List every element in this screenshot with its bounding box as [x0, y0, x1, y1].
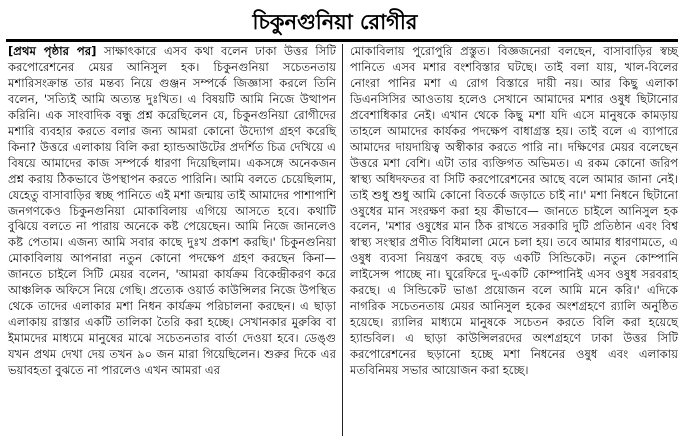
column-divider — [342, 44, 343, 436]
headline-rule — [6, 39, 678, 42]
left-column — [8, 44, 336, 379]
continued-from-front-page-tag: [প্রথম পৃষ্ঠার পর] — [8, 44, 97, 58]
headline: চিকুনগুনিয়া রোগীর — [252, 10, 418, 34]
left-column-body-text: সাক্ষাৎকারে এসব কথা বলেন ঢাকা উত্তর সিটি করপোরেশনের মেয়র আনিসুল হক। চিকুনগুনিয়া সচেতনতায় মশারিসংক্রান্ত তার মন্তব্য নিয়ে গুঞ্জন সম্পর্কে জিজ্ঞাসা করলে তিনি বলেন, 'সত্যিই আমি অত্যন্ত দুঃখিত। এ বিষয়টি আমি নিজে উত্থাপন করিনি। এক সাংবাদিক বন্ধু প্রশ্ন করেছিলেন যে, চিকুনগুনিয়া রোগীদের মশারি ব্যবহার করতে বলার জন্য আমরা কোনো উদ্যোগ গ্রহণ করেছি কিনা? উত্তরে এলাকায় বিলি করা হ্যান্ডআউটের প্রদর্শিত চিত্র দেখিয়ে এ বিষয়ে আমাদের কাজ সম্পর্কে ধারণা দিয়েছিলাম। একসঙ্গে অনেকজন প্রশ্ন করায় ঠিকভাবে উপস্থাপন করতে পারিনি। আমি বলতে চেয়েছিলাম, যেহেতু বাসাবাড়ির স্বচ্ছ পানিতে এই মশা জন্মায় তাই আমাদের পাশাপাশি জনগণকেও চিকুনগুনিয়া মোকাবিলায় এগিয়ে আসতে হবে। কথাটি বুঝিয়ে বলতে না পারায় অনেকে কষ্ট পেয়েছেন। আমি নিজে জানলেও কষ্ট পেতাম। এজন্য আমি সবার কাছে দুঃখ প্রকাশ করছি।' চিকুনগুনিয়া মোকাবিলায় আপনারা নতুন কোনো পদক্ষেপ গ্রহণ করছেন কিনা— জানতে চাইলে সিটি মেয়র বলেন, 'আমরা কার্যক্রম বিকেন্দ্রীকরণ করে আঞ্চলিক অফিসে নিয়ে গেছি। প্রত্যেক ওয়ার্ড কাউন্সিলর নিজে উপস্থিত থেকে তাদের এলাকার মশা নিধন কার্যক্রম পরিচালনা করছেন। এ ছাড়া এলাকায় রাস্তার একটি তালিকা তৈরি করা হচ্ছে। সেখানকার মুরুব্বি বা ইমামদের মাধ্যমে মানুষের মাঝে সচেতনতার বার্তা দেওয়া হবে। ডেঙ্গু যখন প্রথম দেখা দেয় তখন ৯০ জন মারা গিয়েছিলেন। শুরুর দিকে এর ভয়াবহতা বুঝতে না পারলেও এখন আমরা এর — [8, 44, 336, 378]
right-column-body-text: মোকাবিলায় পুরোপুরি প্রস্তুত। বিজ্ঞজনেরা বলছেন, বাসাবাড়ির স্বচ্ছ পানিতে এসব মশার বংশবিস্তার ঘটছে। তাই বলা যায়, খাল-বিলের নোংরা পানির মশা এ রোগ বিস্তারে দায়ী নয়। আর কিছু এলাকা ডিএনসিসির আওতায় হলেও সেখানে আমাদের মশার ওষুধ ছিটানোর প্রবেশাধিকার নেই। এখান থেকে কিছু মশা যদি এসে মানুষকে কামড়ায় তাহলে আমাদের কার্যকর পদক্ষেপ বাধাগ্রস্ত হয়। তাই বলে এ ব্যাপারে আমাদের দায়দায়িত্ব অস্বীকার করতে পারি না। দক্ষিণের মেয়র বলেছেন উত্তরে মশা বেশি। এটা তার ব্যক্তিগত অভিমত। এ রকম কোনো জরিপ স্বাস্থ্য অধিদফতর বা সিটি করপোরেশনের আছে বলে আমার জানা নেই। তাই শুধু শুধু আমি কোনো বিতর্কে জড়াতে চাই না।' মশা নিধনে ছিটানো ওষুধের মান সংরক্ষণ করা হয় কীভাবে— জানতে চাইলে আনিসুল হক বলেন, 'মশার ওষুধের মান ঠিক রাখতে সরকারি দুটি প্রতিষ্ঠান এবং বিশ্ব স্বাস্থ্য সংস্থার প্রণীত বিধিমালা মেনে চলা হয়। তবে আমার ধারণামতে, এ ওষুধ ব্যবসা নিয়ন্ত্রণ করছে বড় একটি সিন্ডিকেট। নতুন কোম্পানি লাইসেন্স পাচ্ছে না। ঘুরেফিরে দু-একটি কোম্পানিই এসব ওষুধ সরবরাহ করছে। এ সিন্ডিকেট ভাঙা প্রয়োজন বলে আমি মনে করি।' এদিকে নাগরিক সচেতনতায় মেয়র আনিসুল হকের অংশগ্রহণে র‍্যালি অনুষ্ঠিত হয়েছে। র‍্যালির মাধ্যমে মানুষকে সচেতন করতে বিলি করা হয়েছে হ্যান্ডবিল। এ ছাড়া কাউন্সিলরদের অংশগ্রহণে ঢাকা উত্তর সিটি করপোরেশনের ছড়ানো হচ্ছে মশা নিধনের ওষুধ এবং এলাকায় মতবিনিময় সভার আয়োজন করা হচ্ছে। — [350, 44, 678, 378]
left-column-paragraph — [8, 44, 336, 379]
right-column — [350, 44, 678, 379]
